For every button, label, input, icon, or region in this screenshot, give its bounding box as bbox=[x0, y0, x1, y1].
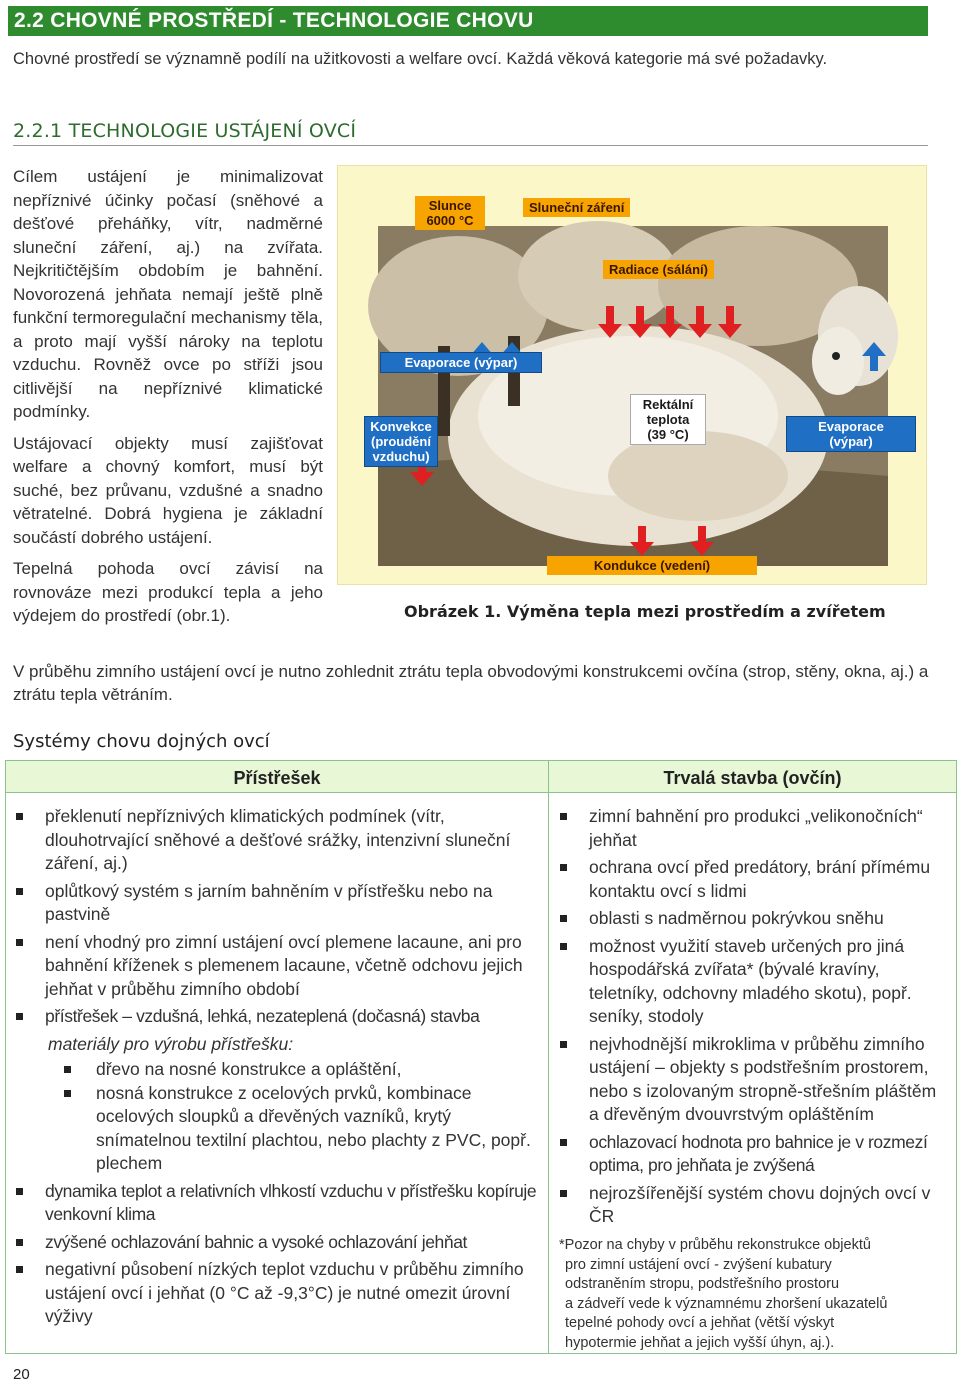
systems-heading: Systémy chovu dojných ovcí bbox=[13, 731, 270, 752]
winter-housing-text: V průběhu zimního ustájení ovcí je nutno zohlednit ztrátu tepla obvodovými konstrukcemi ovčína (strop, stěny, okna, aj.) a ztrátu tepla větráním. bbox=[13, 662, 929, 704]
shelter-list-item: přístřešek – vzdušná, lehká, nezateplená (dočasná) stavba bbox=[12, 1005, 542, 1029]
footnote-line: tepelné pohody ovcí a jehňat (větší výskyt bbox=[565, 1315, 835, 1331]
permanent-list-item: možnost využití staveb určených pro jiná hospodářská zvířata* (bývalé kravíny, teletníky, odchovny mladého skotu), popř. seníky, stodoly bbox=[556, 935, 948, 1029]
permanent-list-item: ochlazovací hodnota pro bahnice je v rozmezí optima, pro jehňata je zvýšená bbox=[556, 1131, 948, 1178]
footnote-line: *Pozor na chyby v průběhu rekonstrukce objektů bbox=[559, 1237, 871, 1253]
permanent-list-item: zimní bahnění pro produkci „velikonočních“ jehňat bbox=[556, 805, 948, 852]
reconstruction-footnote bbox=[559, 1236, 939, 1353]
permanent-list-item: nejvhodnější mikroklima v průběhu zimního ustájení – objekty s podstřešním prostorem, nebo s izolovaným stropně-střešním pláštěm a dřevěným dvouvrstvým opláštěním bbox=[556, 1033, 948, 1127]
materials-label: materiály pro výrobu přístřešku: bbox=[48, 1033, 294, 1054]
permanent-building-list bbox=[556, 805, 948, 1233]
evaporation-right-label: Evaporace (výpar) bbox=[786, 416, 916, 452]
shelter-list-item: překlenutí nepříznivých klimatických podmínek (vítr, dlouhotrvající sněhové a dešťové srážky, intenzivní sluneční záření, aj.) bbox=[12, 805, 542, 876]
permanent-list-item: nejrozšířenější systém chovu dojných ovcí v ČR bbox=[556, 1182, 948, 1229]
conduction-label: Kondukce (vedení) bbox=[547, 556, 757, 575]
heat-exchange-figure bbox=[337, 165, 927, 585]
permanent-list-item: ochrana ovcí před predátory, brání přímému kontaktu ovcí s lidmi bbox=[556, 856, 948, 903]
section-heading: 2.2.1 TECHNOLOGIE USTÁJENÍ OVCÍ bbox=[13, 120, 928, 146]
chapter-header bbox=[8, 6, 928, 36]
shelter-list-item: není vhodný pro zimní ustájení ovcí plemene lacaune, ani pro bahnění kříženek s plemenem lacaune, včetně odchovu jejich jehňat v průběhu zimního období bbox=[12, 931, 542, 1002]
solar-radiation-label: Sluneční záření bbox=[523, 198, 630, 217]
shelter-list bbox=[12, 805, 542, 1333]
footnote-line: hypotermie jehňat a jejich vyšší úhyn, aj.). bbox=[565, 1334, 835, 1351]
permanent-building-column-header: Trvalá stavba (ovčín) bbox=[549, 761, 956, 793]
evaporation-left-label: Evaporace (výpar) bbox=[380, 352, 542, 373]
figure-caption: Obrázek 1. Výměna tepla mezi prostředím a zvířetem bbox=[404, 602, 886, 621]
shelter-column-header: Přístřešek bbox=[6, 761, 548, 793]
page-number: 20 bbox=[13, 1366, 30, 1383]
intro-text: Chovné prostředí se významně podílí na užitkovosti a welfare ovcí. Každá věková kategorie má své požadavky. bbox=[13, 50, 828, 68]
column-divider bbox=[548, 761, 549, 1353]
materials-list-item: dřevo na nosné konstrukce a opláštění, bbox=[64, 1058, 542, 1082]
housing-paragraph: Cílem ustájení je minimalizovat nepříznivé účinky počasí (sněhové a dešťové přeháňky, vítr, nadměrné sluneční záření, aj.) na zvířata. Nejkritičtějším obdobím je bahnění. Novorozená jehňata nemají ještě plně funkční termoregulační mechanismy těla, a proto mají vyšší nároky na teplotu vzduchu. Rovněž ovce po stříži jsou citlivější na nepříznivé klimatické podmínky. bbox=[13, 167, 323, 421]
footnote-line: pro zimní ustájení ovcí - zvýšení kubatury bbox=[565, 1256, 832, 1273]
housing-paragraph: Ustájovací objekty musí zajišťovat welfare a chovný komfort, musí být suché, bez průvanu, vzdušné a snadno větratelné. Dobrá hygiena je základní součástí dobrého ustájení. bbox=[13, 433, 323, 547]
shelter-list-item: oplůtkový systém s jarním bahněním v přístřešku nebo na pastvině bbox=[12, 880, 542, 927]
sun-label: Slunce 6000 °C bbox=[415, 196, 485, 230]
shelter-list-item: dynamika teplot a relativních vlhkostí vzduchu v přístřešku kopíruje venkovní klima bbox=[12, 1180, 542, 1227]
footnote-line: odstraněním stropu, podstřešního prostoru bbox=[565, 1276, 840, 1292]
rectal-temperature-label: Rektální teplota (39 °C) bbox=[630, 394, 706, 445]
materials-list bbox=[12, 1058, 542, 1176]
materials-list-item: nosná konstrukce z ocelových prvků, kombinace ocelových sloupků a dřevěných vazníků, krytý snímatelnou textilní plachtou, nebo plachty z PVC, popř. plechem bbox=[64, 1082, 542, 1176]
shelter-list-item: zvýšené ochlazování bahnic a vysoké ochlazování jehňat bbox=[12, 1231, 542, 1255]
housing-text-column bbox=[13, 165, 323, 636]
shelter-list-item: negativní působení nízkých teplot vzduchu v průběhu zimního ustájení ovcí i jehňat (0 °C až -9,3°C) je nutné omezit úrovní výživy bbox=[12, 1258, 542, 1329]
chapter-title: 2.2 CHOVNÉ PROSTŘEDÍ - TECHNOLOGIE CHOVU bbox=[14, 9, 534, 32]
radiation-label: Radiace (sálání) bbox=[603, 260, 714, 279]
housing-paragraph: Tepelná pohoda ovcí závisí na rovnováze mezi produkcí tepla a jeho výdejem do prostředí (obr.1). bbox=[13, 559, 323, 625]
convection-label: Konvekce (proudění vzduchu) bbox=[364, 416, 438, 467]
footnote-line: a zádveří vede k významnému zhoršení ukazatelů bbox=[565, 1295, 888, 1312]
permanent-list-item: oblasti s nadměrnou pokrývkou sněhu bbox=[556, 907, 948, 931]
